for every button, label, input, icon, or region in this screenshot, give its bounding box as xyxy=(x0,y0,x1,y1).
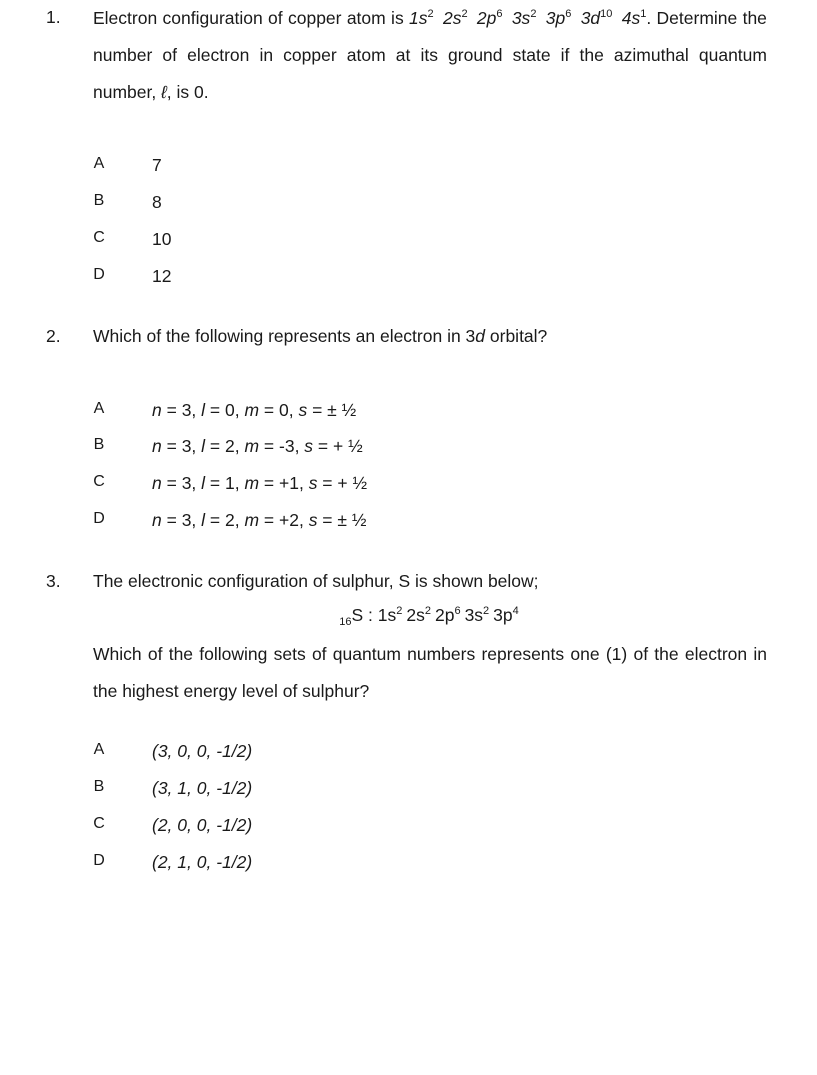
option-quantum-set: n = 3, l = 2, m = +2, s = ± ½ xyxy=(152,510,367,530)
option-text: (2, 0, 0, -1/2) xyxy=(152,815,253,835)
option-letter: D xyxy=(93,852,105,869)
option-text: 7 xyxy=(152,155,162,175)
option-letter: C xyxy=(93,473,105,490)
question-2-number: 2. xyxy=(46,326,61,346)
option-quantum-set: n = 3, l = 0, m = 0, s = ± ½ xyxy=(152,400,357,420)
question-3-number: 3. xyxy=(46,571,61,591)
q1-orbital: $3d^{10}$ xyxy=(580,8,613,28)
option-letter: B xyxy=(93,436,105,453)
option-letter: D xyxy=(93,510,105,527)
option-text: (3, 0, 0, -1/2) xyxy=(152,741,253,761)
option-letter: C xyxy=(93,815,105,832)
question-3-stem: Which of the following sets of quantum numbers represents one (1) of the electron in the highest energy level of sulphur? xyxy=(93,644,767,701)
q1-orbital: $3p^6$ xyxy=(545,8,572,28)
option-text: (2, 1, 0, -1/2) xyxy=(152,852,253,872)
option-letter: D xyxy=(93,266,105,283)
q1-stem-rest-a: . Determine the number of electron in copper atom at its ground state if the azimuthal quantum number, xyxy=(93,8,767,102)
q1-orbital: $2p^6$ xyxy=(476,8,503,28)
option-quantum-set: n = 3, l = 2, m = -3, s = + ½ xyxy=(152,436,363,456)
q1-configuration xyxy=(409,8,646,28)
option-letter: B xyxy=(93,192,105,209)
q1-orbital: $3s^2$ xyxy=(511,8,537,28)
option-letter: A xyxy=(93,741,105,758)
q1-stem-intro: Electron configuration of copper atom is xyxy=(93,8,404,28)
option-letter: A xyxy=(93,400,105,417)
option-letter: C xyxy=(93,229,105,246)
q1-orbital: $1s^2$ xyxy=(409,8,434,28)
question-1-number: 1. xyxy=(46,7,61,27)
sulphur-configuration: $_{16}$S : $1s^2$ $2s^2$ $2p^6$ $3s^2$ $3p^4$ xyxy=(339,605,519,628)
q1-orbital: $4s^1$ xyxy=(621,8,647,28)
question-3-intro: The electronic configuration of sulphur, S is shown below; xyxy=(93,571,539,591)
option-letter: A xyxy=(93,155,105,172)
question-2-stem: Which of the following represents an electron in 3d orbital? xyxy=(93,326,548,346)
option-text: 8 xyxy=(152,192,162,212)
azimuthal-symbol: ℓ xyxy=(161,82,167,102)
q1-orbital: $2s^2$ xyxy=(442,8,468,28)
option-text: 12 xyxy=(152,266,172,286)
option-quantum-set: n = 3, l = 1, m = +1, s = + ½ xyxy=(152,473,368,493)
question-1-stem xyxy=(93,0,767,111)
q1-stem-rest-b: , is 0. xyxy=(166,82,209,102)
option-text: (3, 1, 0, -1/2) xyxy=(152,778,253,798)
option-text: 10 xyxy=(152,229,172,249)
option-letter: B xyxy=(93,778,105,795)
